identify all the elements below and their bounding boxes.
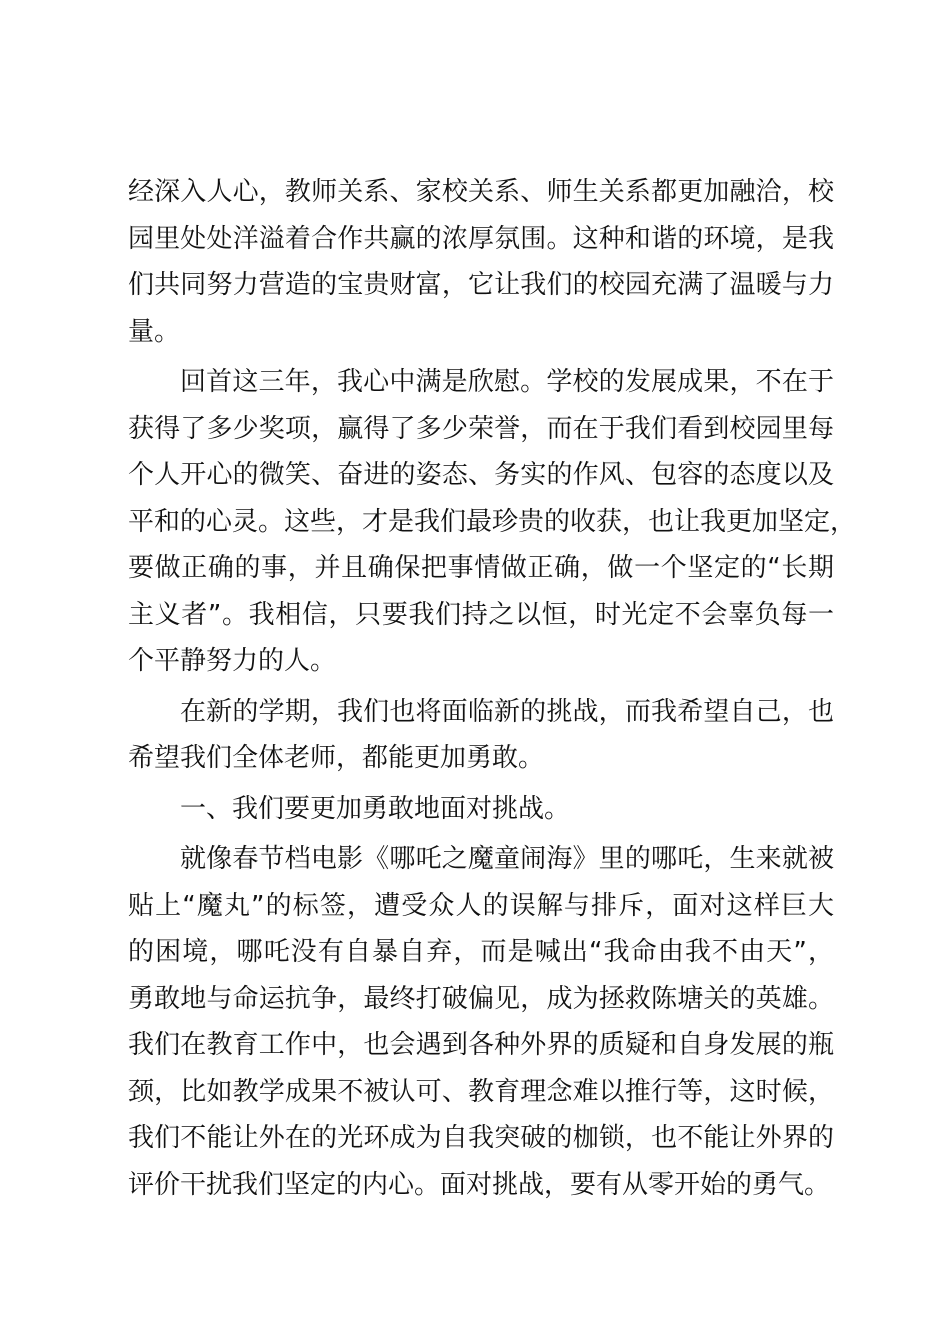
text-line: 量。 [128, 316, 181, 347]
paragraph [128, 359, 857, 685]
text-line: 个平静努力的人。 [128, 646, 337, 676]
paragraph [128, 689, 834, 782]
text-line: 园里处处洋溢着合作共赢的浓厚氛围。这种和谐的环境，是我 [128, 223, 834, 254]
paragraph [128, 836, 834, 1208]
text-line: 贴上“魔丸”的标签，遭受众人的误解与排斥，面对这样巨大 [128, 890, 834, 921]
text-line: 的困境，哪吒没有自暴自弃，而是喊出“我命由我不由天”， [128, 937, 834, 967]
text-line: 评价干扰我们坚定的内心。面对挑战，要有从零开始的勇气。 [128, 1169, 831, 1200]
text-line: 勇敢地与命运抗争，最终打破偏见，成为拯救陈塘关的英雄。 [128, 983, 834, 1014]
text-line: 们共同努力营造的宝贵财富，它让我们的校园充满了温暖与力 [128, 270, 834, 300]
text-line: 在新的学期，我们也将面临新的挑战，而我希望自己，也 [180, 696, 834, 727]
text-line: 平和的心灵。这些，才是我们最珍贵的收获，也让我更加坚定， [128, 506, 857, 537]
text-line: 获得了多少奖项，赢得了多少荣誉，而在于我们看到校园里每 [128, 413, 834, 444]
text-line: 要做正确的事，并且确保把事情做正确，做一个坚定的“长期 [128, 553, 834, 583]
document-body [128, 169, 857, 1208]
text-line: 我们在教育工作中，也会遇到各种外界的质疑和自身发展的瓶 [128, 1030, 834, 1060]
text-line: 回首这三年，我心中满是欣慰。学校的发展成果，不在于 [180, 367, 834, 397]
text-line: 主义者”。我相信，只要我们持之以恒，时光定不会辜负每一 [128, 599, 834, 630]
text-line: 颈，比如教学成果不被认可、教育理念难以推行等，这时候， [128, 1076, 834, 1107]
text-line: 个人开心的微笑、奋进的姿态、务实的作风、包容的态度以及 [128, 460, 834, 490]
text-line: 希望我们全体老师，都能更加勇敢。 [128, 743, 545, 773]
section-heading [128, 786, 834, 833]
paragraph [128, 169, 834, 355]
text-line: 我们不能让外在的光环成为自我突破的枷锁，也不能让外界的 [128, 1123, 834, 1153]
text-line: 经深入人心，教师关系、家校关系、师生关系都更加融洽，校 [128, 177, 834, 207]
text-line: 一、我们要更加勇敢地面对挑战。 [180, 793, 571, 824]
text-line: 就像春节档电影《哪吒之魔童闹海》里的哪吒，生来就被 [180, 844, 834, 874]
